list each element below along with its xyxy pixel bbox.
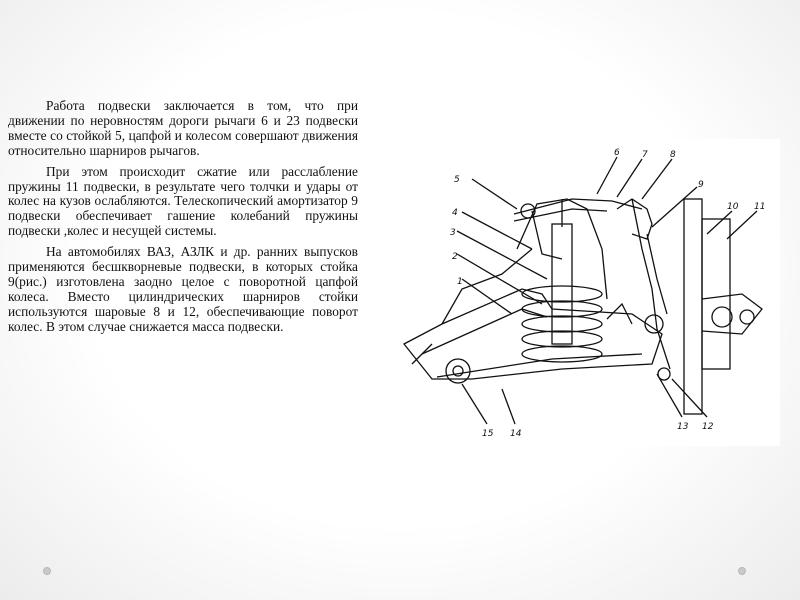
shock-absorber	[552, 224, 572, 344]
label-2: 2	[452, 252, 458, 262]
paragraph-2: При этом происходит сжатие или расслабление пружины 11 подвески, в результате чего толчки и удары от колес на кузов ослабляются. Телескопический амортизатор 9 подвески обеспечивает гашение колебаний пружины подвески ,колес и несущей системы.	[8, 163, 358, 239]
label-5: 5	[454, 175, 460, 185]
body-text	[8, 99, 358, 341]
label-10: 10	[727, 202, 739, 212]
label-1: 1	[457, 277, 463, 287]
suspension-drawing	[402, 139, 780, 446]
label-4: 4	[452, 208, 458, 218]
paragraph-1: Работа подвески заключается в том, что при движении по неровностям дороги рычаги 6 и 23 подвески вместе со стойкой 5, цапфой и колесом совершают движения относительно шарниров рычагов.	[8, 98, 358, 158]
paragraph-3: На автомобилях ВАЗ, АЗЛК и др. ранних выпусков применяются бесшкворневые подвески, в которых стойка 9(рис.) изготовлена заодно целое с поворотной цапфой колеса. Вместо цилиндрических шарниров стойки используются шаровые 8 и 12, обеспечивающие поворот колес. В этом случае снижается масса подвески.	[8, 244, 358, 334]
label-14: 14	[510, 429, 522, 439]
brake-disc	[684, 199, 702, 414]
label-3: 3	[450, 228, 456, 238]
decor-dot-right	[738, 567, 746, 575]
label-12: 12	[702, 422, 714, 432]
label-7: 7	[642, 150, 648, 160]
decor-dot-left	[43, 567, 51, 575]
suspension-diagram	[402, 139, 780, 446]
label-11: 11	[754, 202, 766, 212]
coil-spring	[522, 286, 602, 362]
steering-knuckle	[632, 199, 670, 369]
label-15: 15	[482, 429, 494, 439]
label-8: 8	[670, 150, 676, 160]
label-9: 9	[698, 180, 704, 190]
label-13: 13	[677, 422, 689, 432]
label-6: 6	[614, 148, 620, 158]
